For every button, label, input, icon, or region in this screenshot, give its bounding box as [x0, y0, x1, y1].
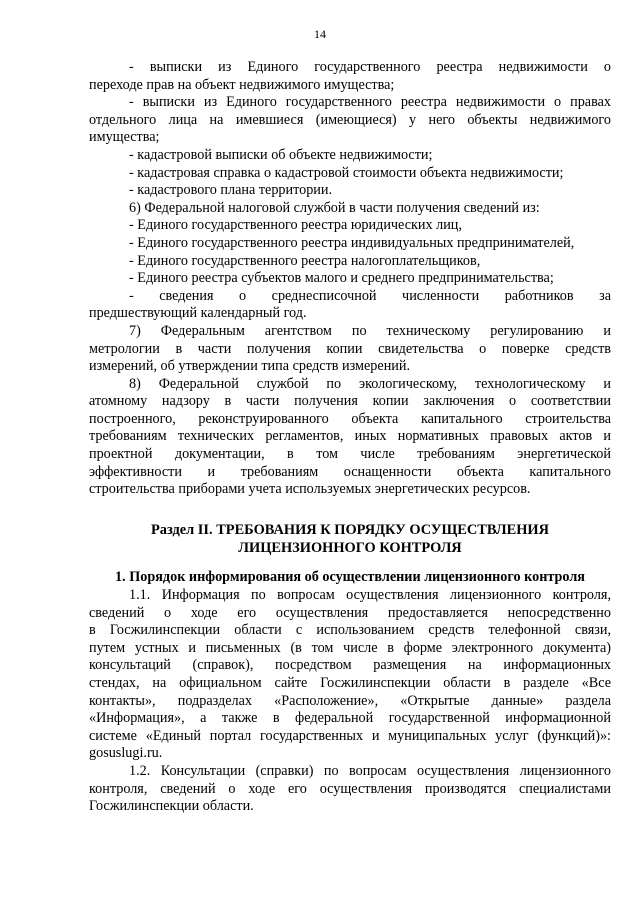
- paragraph-line: системе «Единый портал государственных и муниципальных услуг (функций)»:: [89, 727, 611, 744]
- paragraph-line: строительства приборами учета используемых энергетических ресурсов.: [89, 481, 531, 498]
- paragraph-line: - кадастровой выписки об объекте недвижимости;: [129, 146, 433, 163]
- section-heading-line-2: ЛИЦЕНЗИОННОГО КОНТРОЛЯ: [238, 540, 462, 556]
- paragraph-line: - Единого государственного реестра юридических лиц,: [129, 217, 462, 234]
- paragraph-line: имущества;: [89, 129, 160, 146]
- paragraph-line: сведений о ходе его осуществления предоставляется непосредственно: [89, 604, 611, 621]
- paragraph-line: консультаций (справок), посредством размещения на информационных: [89, 657, 611, 674]
- paragraph-line: путем устных и письменных (в том числе в форме электронного документа): [89, 639, 611, 656]
- paragraph-line: 1.1. Информация по вопросам осуществления лицензионного контроля,: [129, 587, 611, 603]
- paragraph-line: эффективности и требованиям оснащенности объекта капитального: [89, 463, 611, 480]
- paragraph-line: контакты», подразделах «Расположение», «Открытые данные» раздела: [89, 692, 611, 709]
- paragraph-line: 7) Федеральным агентством по техническому регулированию и: [129, 322, 611, 339]
- paragraph-line: требованиям технических регламентов, иных нормативных правовых актов и: [89, 428, 611, 445]
- subsection-heading: 1. Порядок информирования об осуществлении лицензионного контроля: [115, 569, 585, 585]
- paragraph-line: переходе прав на объект недвижимого имущества;: [89, 76, 395, 93]
- paragraph-line: - кадастровая справка о кадастровой стоимости объекта недвижимости;: [129, 164, 564, 181]
- paragraph-line: - выписки из Единого государственного реестра недвижимости о правах: [129, 94, 611, 111]
- paragraph-line: построенного, реконструированного объекта капитального строительства: [89, 410, 611, 427]
- paragraph-line: «Информация», а также в федеральной государственной информационной: [89, 710, 611, 727]
- paragraph-line: стендах, на официальном сайте Госжилинспекции области в разделе «Все: [89, 674, 611, 691]
- text-block-requests: [89, 59, 611, 499]
- paragraph-line: - Единого реестра субъектов малого и среднего предпринимательства;: [129, 270, 554, 287]
- paragraph-line: - сведения о среднесписочной численности работников за: [129, 287, 611, 304]
- paragraph-line: - Единого государственного реестра налогоплательщиков,: [129, 252, 481, 269]
- paragraph-line: 1.2. Консультации (справки) по вопросам осуществления лицензионного: [129, 762, 611, 779]
- paragraph-line: в Госжилинспекции области с использованием средств телефонной связи,: [89, 622, 611, 639]
- paragraph-line: контроля, сведений о ходе его осуществления производятся специалистами: [89, 780, 611, 797]
- section-heading-line-1: Раздел II. ТРЕБОВАНИЯ К ПОРЯДКУ ОСУЩЕСТВЛЕНИЯ: [150, 522, 550, 538]
- paragraph-line: отдельного лица на имевшиеся (имеющиеся) у него объекты недвижимого: [89, 111, 611, 128]
- paragraph-line: 8) Федеральной службой по экологическому, технологическому и: [129, 375, 611, 392]
- paragraph-line: - кадастрового плана территории.: [129, 182, 333, 199]
- paragraph-line: gosuslugi.ru.: [89, 745, 163, 762]
- paragraph-line: проектной документации, в том числе требованиям энергетической: [89, 446, 611, 463]
- paragraph-line: - Единого государственного реестра индивидуальных предпринимателей,: [129, 234, 575, 251]
- text-block-informing: [89, 587, 611, 816]
- page-number: 14: [314, 27, 326, 41]
- paragraph-line: 6) Федеральной налоговой службой в части получения сведений из:: [129, 199, 540, 216]
- paragraph-line: метрологии в части получения копии свидетельства о поверке средств: [89, 340, 611, 357]
- paragraph-line: измерений, об утверждении типа средств измерений.: [89, 358, 411, 375]
- paragraph-line: - выписки из Единого государственного реестра недвижимости о: [129, 59, 611, 75]
- paragraph-line: Госжилинспекции области.: [89, 798, 254, 815]
- paragraph-line: атомному надзору в части получения копии заключения о соответствии: [89, 393, 611, 410]
- section-heading: [89, 521, 611, 557]
- paragraph-line: предшествующий календарный год.: [89, 305, 307, 322]
